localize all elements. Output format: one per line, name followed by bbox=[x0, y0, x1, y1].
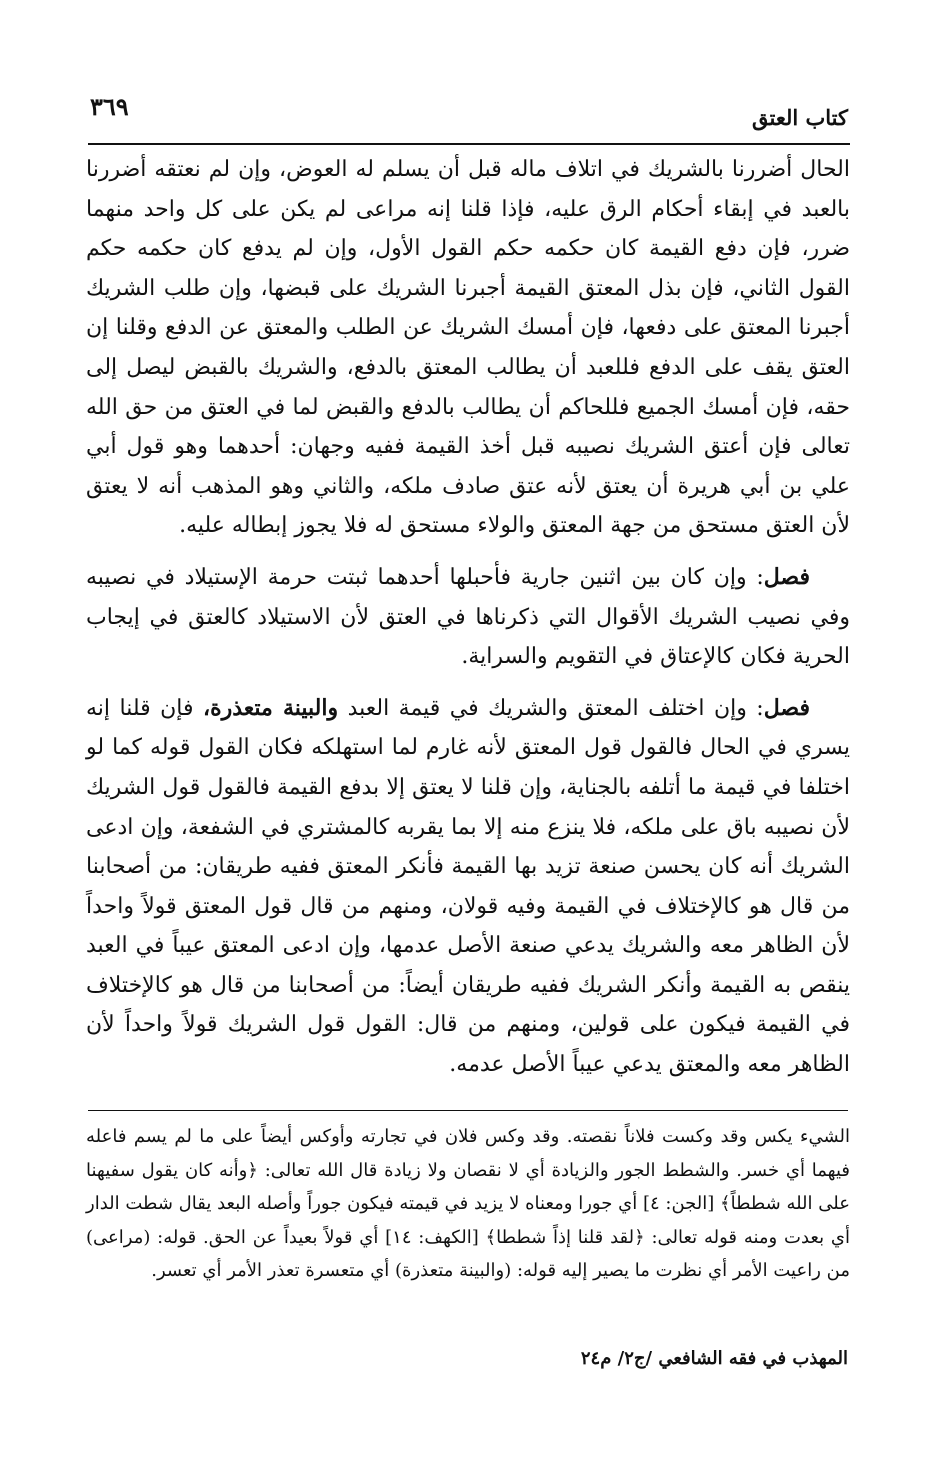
footnote-divider bbox=[88, 1110, 848, 1111]
section-label: فصل bbox=[763, 694, 810, 721]
paragraph-text: فإن قلنا إنه يسري في الحال فالقول قول المعتق لأنه غارم لما استهلكه فكان القول قوله كما لو اختلفا في قيمة ما أتلفه بالجناية، وإن قلنا لا يعتق إلا بدفع القيمة فالقول قول الشريك لأن نصيبه باق على ملكه، فلا ينزع منه إلا بما يقربه كالمشتري في الشفعة، وإن ادعى الشريك أنه كان يحسن صنعة تزيد بها القيمة فأنكر المعتق ففيه طريقان: من أصحابنا من قال هو كالإختلاف في القيمة وفيه قولان، ومنهم من قال قول المعتق قولاً واحداً لأن الظاهر معه والشريك يدعي صنعة الأصل عدمها، وإن ادعى المعتق عيباً في العبد ينقص به القيمة وأنكر الشريك ففيه طريقان أيضاً: من أصحابنا من قال هو كالإختلاف في القيمة فيكون على قولين، ومنهم من قال: القول قول الشريك قولاً واحداً لأن الظاهر معه والمعتق يدعي عيباً الأصل عدمه. bbox=[86, 695, 850, 1078]
bold-phrase: والبينة متعذرة، bbox=[202, 694, 339, 721]
paragraph-fasl-1 bbox=[86, 558, 850, 677]
footnote-text: الشيء يكس وقد وكست فلاناً نقصته. وقد وكس فلان في تجارته وأوكس أيضاً على ما لم يسم فاعله فيهما أي خسر. والشطط الجور والزيادة أي لا نقصان ولا زيادة قال الله تعالى: ﴿وأنه كان يقول سفيهنا على الله شططاً﴾ [الجن: ٤] أي جورا ومعناه لا يزيد في قيمته فيكون جوراً وأصله البعد يقال شطت الدار أي بعدت ومنه قوله تعالى: ﴿لقد قلنا إذاً شططا﴾ [الكهف: ١٤] أي قولاً بعيداً عن الحق. قوله: (مراعى) من راعيت الأمر أي نظرت ما يصير إليه قوله: (والبينة متعذرة) أي متعسرة تعذر الأمر أي تعسر. bbox=[86, 1126, 850, 1281]
chapter-title: كتاب العتق bbox=[751, 105, 848, 130]
page-number: ٣٦٩ bbox=[90, 92, 129, 121]
paragraph-continuation: الحال أضررنا بالشريك في اتلاف ماله قبل أن يسلم له العوض، وإن لم نعتقه أضررنا بالعبد في إبقاء أحكام الرق عليه، فإذا قلنا إنه مراعى لم يكن على كل واحد منهما ضرر، فإن دفع القيمة كان حكمه حكم القول الأول، وإن لم يدفع كان حكمه حكم القول الثاني، فإن بذل المعتق القيمة أجبرنا الشريك على قبضها، وإن طلب الشريك أجبرنا المعتق على دفعها، فإن أمسك الشريك عن الطلب والمعتق عن الدفع وقلنا إن العتق يقف على الدفع فللعبد أن يطالب المعتق بالدفع، والشريك بالقبض ليصل إلى حقه، فإن أمسك الجميع فللحاكم أن يطالب بالدفع والقبض لما في العتق من حق الله تعالى فإن أعتق الشريك نصيبه قبل أخذ القيمة ففيه وجهان: أحدهما وهو قول أبي علي بن أبي هريرة أن يعتق لأنه عتق صادف ملكه، والثاني وهو المذهب أنه لا يعتق لأن العتق مستحق من جهة المعتق والولاء مستحق له فلا يجوز إبطاله عليه. bbox=[86, 157, 850, 539]
header-divider bbox=[88, 143, 850, 145]
paragraph-text: : وإن اختلف المعتق والشريك في قيمة العبد bbox=[338, 695, 764, 721]
book-signature: المهذب في فقه الشافعي /ج٢/ م٢٤ bbox=[580, 1348, 848, 1369]
footnotes bbox=[86, 1120, 850, 1288]
section-label: فصل bbox=[763, 563, 810, 590]
paragraph-text: : وإن كان بين اثنين جارية فأحبلها أحدهما ثبتت حرمة الإستيلاد في نصيبه وفي نصيب الشريك الأقوال التي ذكرناها في العتق لأن الاستيلاد كالعتق في إيجاب الحرية فكان كالإعتاق في التقويم والسراية. bbox=[86, 564, 850, 670]
main-text bbox=[86, 150, 850, 1097]
paragraph-fasl-2 bbox=[86, 689, 850, 1085]
